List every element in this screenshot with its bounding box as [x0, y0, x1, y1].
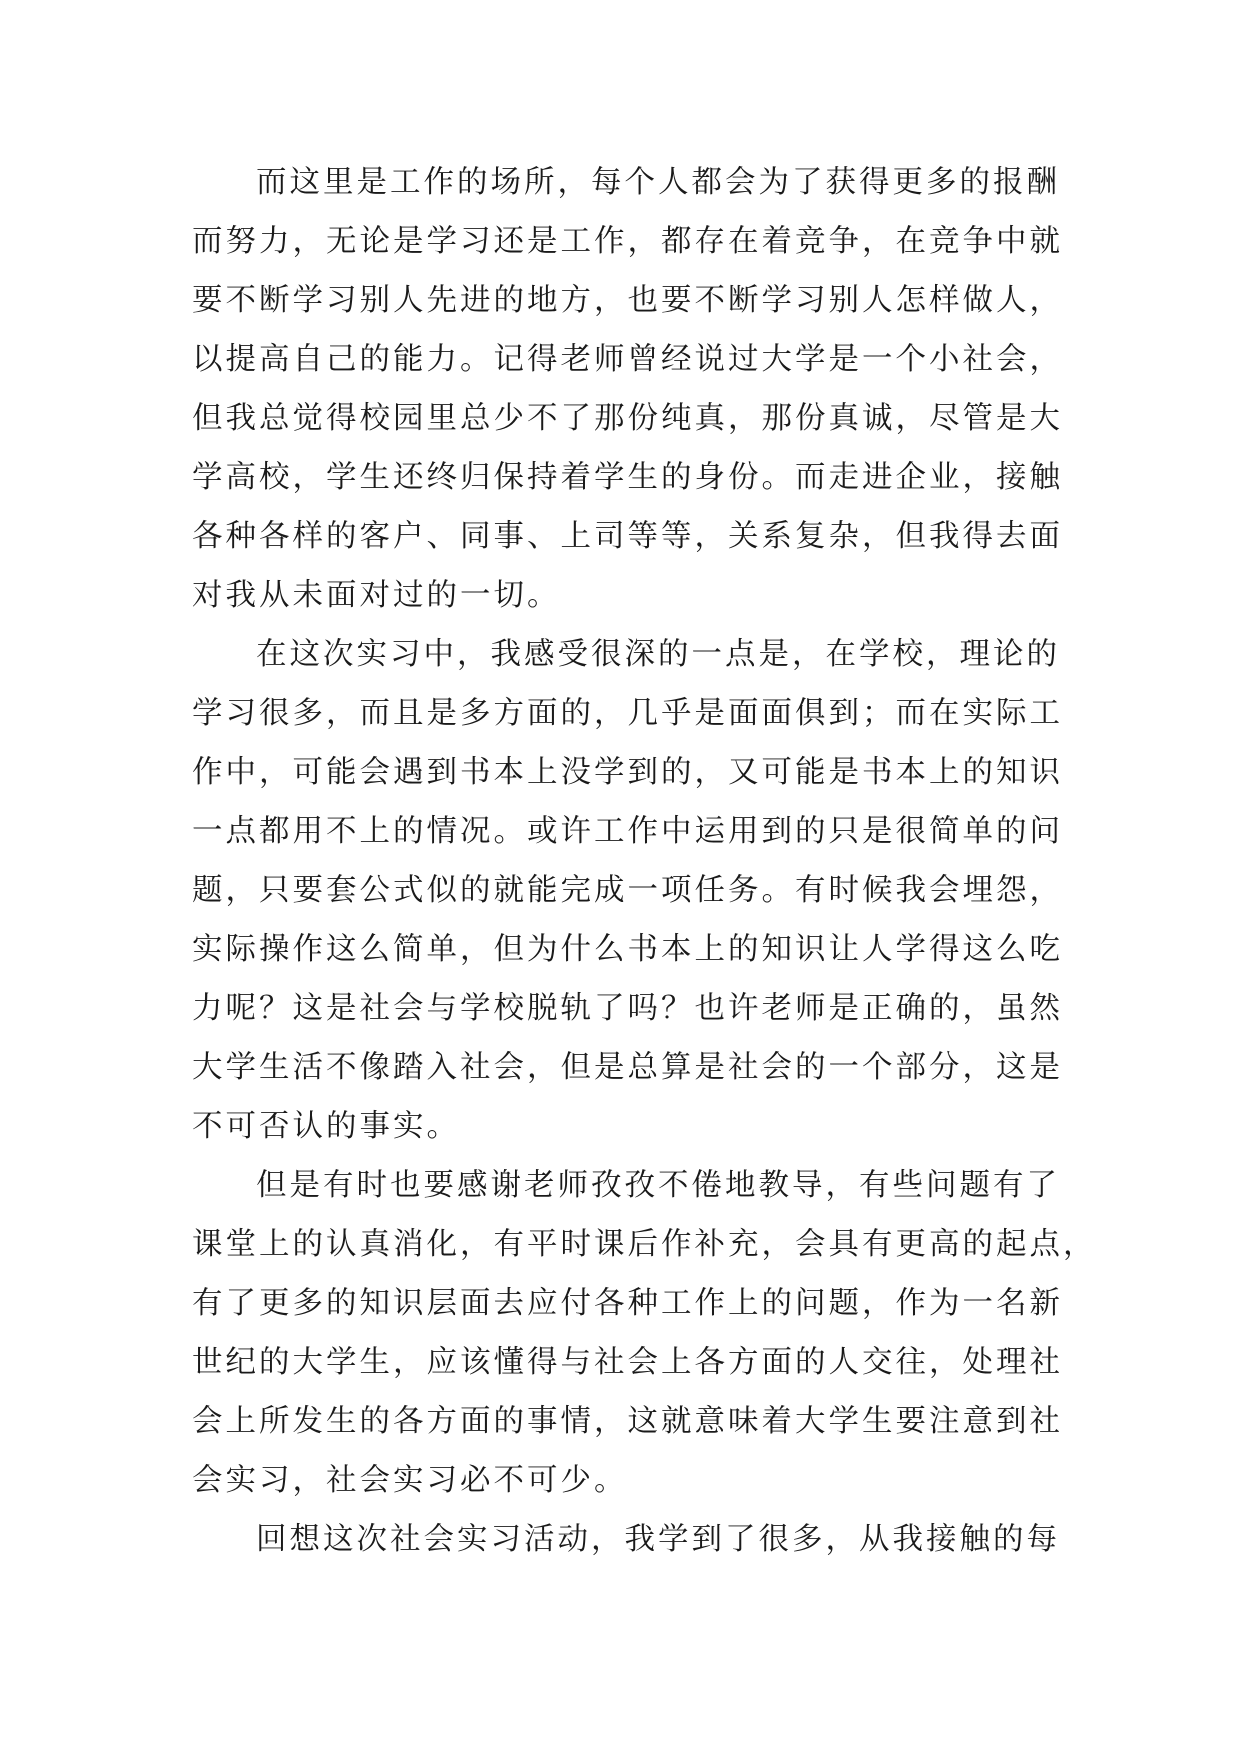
text-line: 各种各样的客户、同事、上司等等，关系复杂，但我得去面 — [192, 519, 1063, 554]
paragraph-3 — [192, 1156, 1097, 1510]
text-line: 而努力，无论是学习还是工作，都存在着竞争，在竞争中就 — [192, 224, 1063, 259]
text-line: 有了更多的知识层面去应付各种工作上的问题，作为一名新 — [192, 1286, 1063, 1321]
body-text — [192, 153, 1097, 1569]
text-line: 但是有时也要感谢老师孜孜不倦地教导，有些问题有了 — [256, 1168, 1060, 1203]
text-line: 对我从未面对过的一切。 — [192, 578, 561, 613]
text-line: 学习很多，而且是多方面的，几乎是面面俱到；而在实际工 — [192, 696, 1063, 731]
text-line: 作中，可能会遇到书本上没学到的，又可能是书本上的知识 — [192, 755, 1063, 790]
text-line: 不可否认的事实。 — [192, 1109, 460, 1144]
text-line: 实际操作这么简单，但为什么书本上的知识让人学得这么吃 — [192, 932, 1063, 967]
text-line: 要不断学习别人先进的地方，也要不断学习别人怎样做人， — [192, 283, 1063, 318]
paragraph-1 — [192, 153, 1063, 625]
text-line: 回想这次社会实习活动，我学到了很多，从我接触的每 — [256, 1522, 1060, 1557]
text-line: 会实习，社会实习必不可少。 — [192, 1463, 628, 1498]
text-line: 一点都用不上的情况。或许工作中运用到的只是很简单的问 — [192, 814, 1063, 849]
text-line: 在这次实习中，我感受很深的一点是，在学校，理论的 — [256, 637, 1060, 672]
paragraph-2 — [192, 625, 1063, 1156]
text-line: 而这里是工作的场所，每个人都会为了获得更多的报酬 — [256, 165, 1060, 200]
text-line: 力呢？这是社会与学校脱轨了吗？也许老师是正确的，虽然 — [192, 991, 1063, 1026]
paragraph-4 — [192, 1510, 1060, 1569]
text-line: 题，只要套公式似的就能完成一项任务。有时候我会埋怨， — [192, 873, 1063, 908]
text-line: 世纪的大学生，应该懂得与社会上各方面的人交往，处理社 — [192, 1345, 1063, 1380]
text-line: 但我总觉得校园里总少不了那份纯真，那份真诚，尽管是大 — [192, 401, 1063, 436]
text-line: 以提高自己的能力。记得老师曾经说过大学是一个小社会， — [192, 342, 1063, 377]
text-line: 大学生活不像踏入社会，但是总算是社会的一个部分，这是 — [192, 1050, 1063, 1085]
text-line: 课堂上的认真消化，有平时课后作补充，会具有更高的起点， — [192, 1227, 1097, 1262]
text-line: 学高校，学生还终归保持着学生的身份。而走进企业，接触 — [192, 460, 1063, 495]
text-line: 会上所发生的各方面的事情，这就意味着大学生要注意到社 — [192, 1404, 1063, 1439]
